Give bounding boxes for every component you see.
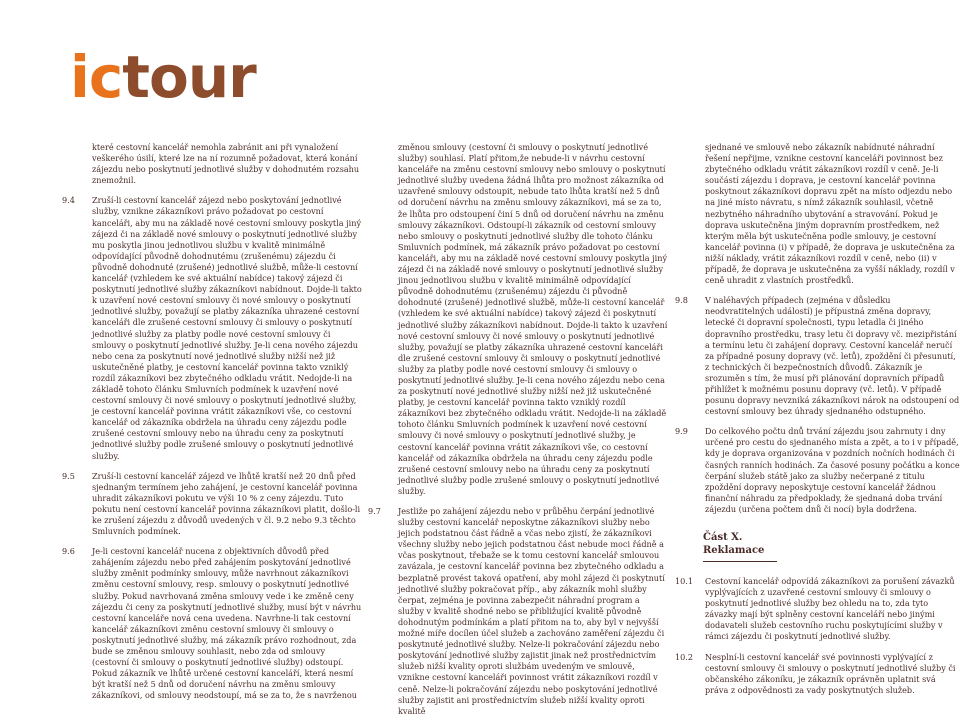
paragraph-number: 9.8 [675,295,688,306]
ictour-logo [0,18,300,118]
paragraph-text: Nesplní-li cestovní kancelář své povinnosti vyplývající z cestovní smlouvy či smlouvy o poskytnutí jednotlivé služby či občanského zákoníku, je zákazník oprávněn uplatnit svá práva z odpovědnosti za vady poskytnutých služeb. [705,651,956,695]
paragraph-number: 9.7 [368,506,381,516]
section-heading-line1: Část X. [703,532,743,543]
paragraph-number: 9.5 [62,470,75,481]
paragraph-text: Je-li cestovní kancelář nucena z objektivních důvodů před zahájením zájezdu nebo před zahájením poskytování jednotlivé služby změnit podmínky smlouvy, může navrhnout zákazníkovi změnu cestovní smlouvy, resp. smlouvy o poskytnutí jednotlivé služby. Pokud navrhovaná změna smlouvy vede i ke změně ceny zájezdu či ceny za poskytnutí jednotlivé služby, musí být v návrhu cestovní kanceláře nová cena uvedena. Navrhne-li tak cestovní kancelář zákazníkovi změnu cestovní smlouvy či smlouvy o poskytnutí jednotlivé služby, má zákazník právo rozhodnout, zda bude se změnou smlouvy souhlasit, nebo zda od smlouvy (cestovní či smlouvy o poskytnutí jednotlivé služby) odstoupí. Pokud zákazník ve lhůtě určené cestovní kanceláří, která nesmí být kratší než 5 dnů od doručení návrhu na změnu smlouvy zákazníkovi, od smlouvy neodstoupí, má se za to, že s navrženou [92,546,362,701]
paragraph-text: Zruší-li cestovní kancelář zájezd nebo poskytování jednotlivé služby, vznikne zákazníkovi právo požadovat po cestovní kanceláři, aby mu na základě nové cestovní smlouvy poskytla jiný zájezd či na základě nové smlouvy o poskytnutí jednotlivé služby mu poskytla jinou jednotlivou službu v kvalitě minimálně odpovídající původně dohodnutému (zrušenému) zájezdu či původně dohodnuté (zrušené) jednotlivé službě, může-li cestovní kancelář (vzhledem ke své aktuální nabídce) takový zájezd či poskytnutí jednotlivé služby zákazníkovi nabídnout. Dojde-li takto k uzavření nové cestovní smlouvy či nové smlouvy o poskytnutí jednotlivé služby, považují se platby zákazníka uhrazené cestovní kanceláři dle zrušené cestovní smlouvy či smlouvy o poskytnutí jednotlivé služby za platby podle nové cestovní smlouvy či smlouvy o poskytnutí jednotlivé služby. Je-li cena nového zájezdu nebo cena za poskytnutí nové jednotlivé služby nižší než již uskutečněné platby, je cestovní kancelář povinna takto vzniklý rozdíl zákazníkovi bez zbytečného odkladu vrátit. Nedojde-li na základě tohoto článku Smluvních podmínek k uzavření nové cestovní smlouvy či nové smlouvy o poskytnutí jednotlivé služby, je cestovní kancelář povinna vrátit zákazníkovi vše, co cestovní kancelář od zákazníka obdržela na úhradu ceny zájezdu podle zrušené cestovní smlouvy nebo na úhradu ceny za poskytnutí jednotlivé služby podle zrušené smlouvy o poskytnutí jednotlivé služby. [92,195,362,461]
paragraph-9-5 [62,471,362,538]
paragraph-9-8 [675,295,960,417]
column-1 [62,142,362,711]
paragraph-text: Cestovní kancelář odpovídá zákazníkovi za porušení závazků vyplývajících z uzavřené cestovní smlouvy či smlouvy o poskytnutí jednotlivé služby bez ohledu na to, zda tyto závazky mají být splněny cestovní kanceláří nebo jinými dodavateli služeb cestovního ruchu poskytujícími služby v rámci zájezdu či poskytnutí jednotlivé služby. [705,576,955,642]
paragraph-9-9 [675,426,960,515]
paragraph [62,142,362,186]
paragraph-9-4 [62,195,362,461]
paragraph-9-6 [62,546,362,701]
paragraph-number: 9.4 [62,195,75,206]
paragraph-9-7 [368,506,668,717]
logo-tour: tour [122,43,256,111]
paragraph-number: 9.9 [675,426,688,437]
section-heading-line2: Reklamace [703,545,765,556]
paragraph-number: 10.2 [675,651,694,662]
paragraph-text: které cestovní kancelář nemohla zabránit ani při vynaložení veškerého úsilí, které lze na ní rozumně požadovat, která konání zájezdu nebo poskytnutí jednotlivé služby v dohodnutém rozsahu znemožnil. [92,142,360,186]
column-3 [675,142,960,705]
paragraph-text: Zruší-li cestovní kancelář zájezd ve lhůtě kratší než 20 dnů před sjednaným termínem jeho zahájení, je cestovní kancelář povinna uhradit zákazníkovi pokutu ve výši 10 % z ceny zájezdu. Tuto pokutu není cestovní kancelář povinna zákazníkovi platit, došlo-li ke zrušení zájezdu z důvodů uvedených v čl. 9.2 nebo 9.3 těchto Smluvních podmínek. [92,470,361,537]
paragraph-text: V naléhavých případech (zejména v důsledku neodvratitelných událostí) je přípustná změna dopravy, letecké či dopravní společnosti, typu letadla či jiného dopravního prostředku, trasy letu či dopravy vč. mezipřistání a termínu letu či zahájení dopravy. Cestovní kancelář neručí za případné posuny dopravy (vč. letů), zpoždění či přesunutí, z technických či bezpečnostních důvodů. Zákazník je srozuměn s tím, že musí při plánování dopravních případů přihlížet k možnému posunu dopravy (vč. letů). V případě posunu dopravy nevzniká zákazníkovi nárok na odstoupení od cestovní smlouvy bez úhrady sjednaného odstupného. [705,295,960,417]
logo-ic: ic [70,43,123,111]
logo-wordmark [70,43,256,111]
paragraph-number: 10.1 [675,576,694,586]
paragraph-text: sjednané ve smlouvě nebo zákazník nabídnuté náhradní řešení nepřijme, vznikne cestovní kanceláři povinnost bez zbytečného odkladu vrátit zákazníkovi rozdíl v ceně. Je-li součástí zájezdu i doprava, je cestovní kancelář povinna poskytnout zákazníkovi dopravu zpět na místo odjezdu nebo na jiné místo návratu, s nímž zákazník souhlasil, včetně nezbytného náhradního ubytování a stravování. Pokud je doprava uskutečněna jiným dopravním prostředkem, než kterým měla být uskutečněna podle smlouvy, je cestovní kancelář povinna (i) v případě, že doprava je uskutečněna za nižší náklady, vrátit zákazníkovi rozdíl v ceně, nebo (ii) v případě, že doprava je uskutečněna za vyšší náklady, rozdíl v ceně uhradit z vlastních prostředků. [705,142,955,286]
paragraph-number: 9.6 [62,546,75,557]
paragraph-text: Do celkového počtu dnů trvání zájezdu jsou zahrnuty i dny určené pro cestu do sjednaného místa a zpět, a to i v případě, kdy je doprava organizována v pozdních nočních hodinách či časných ranních hodinách. Za časové posuny počátku a konce čerpání služeb státě jako za služby nečerpané z titulu zpoždění dopravy neposkytuje cestovní kancelář žádnou finanční náhradu za předpoklady, že sjednaná doba trvání zájezdu (určena počtem dnů či nocí) byla dodržena. [705,426,960,514]
paragraph-text: Jestliže po zahájení zájezdu nebo v průběhu čerpání jednotlivé služby cestovní kancelář neposkytne zákazníkovi služby nebo jejich podstatnou část řádně a včas nebo zjistí, že zákazníkovi všechny služby nebo jejich podstatnou část nebude moci řádně a včas poskytnout, třebaže se k tomu cestovní kancelář smlouvou zavázala, je cestovní kancelář povinna bez zbytečného odkladu a bezplatně provést taková opatření, aby mohl zájezd či poskytnutí jednotlivé služby pokračovat příp., aby zákazník mohl služby čerpat, zejména je povinna zabezpečit náhradní program a služby v kvalitě shodné nebo se přibližující kvalitě původně dohodnutým podmínkám a platí přitom na to, aby byl v nejvyšší možné míře docílen účel služeb a zachováno zaměření zájezdu či poskytnuté jednotlivé služby. Nelze-li pokračování zájezdu nebo poskytování jednotlivé služby zajistit jinak než prostřednictvím služeb nižší kvality oproti službám uvedeným ve smlouvě, vznikne cestovní kanceláři povinnost vrátit zákazníkovi rozdíl v ceně. Nelze-li pokračování zájezdu nebo poskytování jednotlivé služby zajistit ani prostřednictvím služeb nižší kvality oproti kvalitě [398,506,665,716]
paragraph-text: změnou smlouvy (cestovní či smlouvy o poskytnutí jednotlivé služby) souhlasí. Platí přitom,že nebude-li v návrhu cestovní kanceláře na změnu cestovní smlouvy nebo smlouvy o poskytnutí jednotlivé služby uvedena žádná lhůta pro možnost zákazníka od uzavřené smlouvy odstoupit, nebude tato lhůta kratší než 5 dnů od doručení návrhu na změnu smlouvy zákazníkovi, má se za to, že lhůta pro odstoupení činí 5 dnů od doručení návrhu na změnu smlouvy zákazníkovi. Odstoupí-li zákazník od cestovní smlouvy nebo smlouvy o poskytnutí jednotlivé služby dle tohoto článku Smluvních podmínek, má zákazník právo požadovat po cestovní kanceláři, aby mu na základě nové cestovní smlouvy poskytla jiný zájezd či na základě nové smlouvy o poskytnutí jednotlivé služby jinou jednotlivou službu v kvalitě minimálně odpovídající původně dohodnutému (zrušenému) zájezdu či původně dohodnuté (zrušené) jednotlivé službě, může-li cestovní kancelář (vzhledem ke své aktuální nabídce) takový zájezd či poskytnutí jednotlivé služby zákazníkovi nabídnout. Dojde-li takto k uzavření nové cestovní smlouvy či nové smlouvy o poskytnutí jednotlivé služby, považují se platby zákazníka uhrazené cestovní kanceláři dle zrušené cestovní smlouvy či smlouvy o poskytnutí jednotlivé služby za platby podle nové cestovní smlouvy či smlouvy o poskytnutí jednotlivé služby. Je-li cena nového zájezdu nebo cena za poskytnutí nové jednotlivé služby nižší než již uskutečněné platby, je cestovní kancelář povinna takto vzniklý rozdíl zákazníkovi bez zbytečného odkladu vrátit. Nedojde-li na základě tohoto článku Smluvních podmínek k uzavření nové cestovní smlouvy či nové smlouvy o poskytnutí jednotlivé služby, je cestovní kancelář povinna vrátit zákazníkovi vše, co cestovní kancelář od zákazníka obdržela na úhradu ceny zájezdu podle zrušené cestovní smlouvy nebo na úhradu ceny za poskytnutí jednotlivé služby podle zrušené smlouvy o poskytnutí jednotlivé služby. [398,142,668,496]
column-2 [368,142,668,726]
paragraph-10-2 [675,652,960,696]
section-heading [703,527,777,562]
paragraph [675,142,960,286]
paragraph-10-1 [675,576,960,643]
paragraph [368,142,668,497]
